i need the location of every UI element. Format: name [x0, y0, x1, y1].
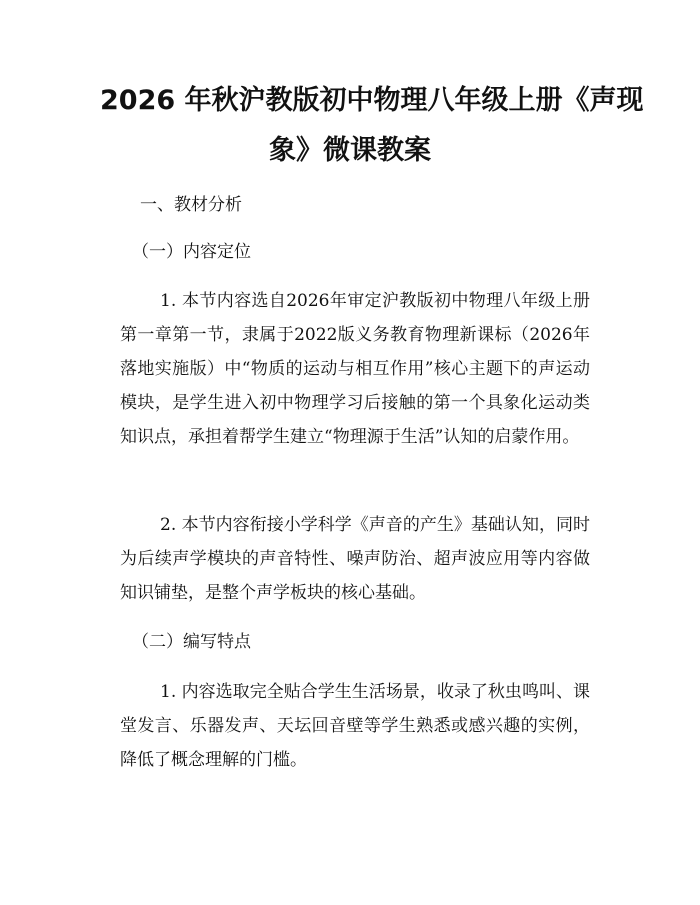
subsection-heading-writing-features: （二）编写特点 — [132, 632, 251, 652]
paragraph-writing-feature-1: 1. 内容选取完全贴合学生生活场景，收录了秋虫鸣叫、课堂发言、乐器发声、天坛回音壁等学生熟悉或感兴趣的实例，降低了概念理解的门槛。 — [120, 682, 590, 770]
paragraph-content-connection: 2. 本节内容衔接小学科学《声音的产生》基础认知，同时为后续声学模块的声音特性、噪声防治、超声波应用等内容做知识铺垫，是整个声学板块的核心基础。 — [120, 515, 590, 603]
section-heading-material-analysis: 一、教材分析 — [140, 195, 242, 215]
document-title-line-2: 象》微课教案 — [269, 135, 431, 166]
subsection-heading-content-positioning: （一）内容定位 — [132, 242, 251, 262]
paragraph-content-source: 1. 本节内容选自2026年审定沪教版初中物理八年级上册第一章第一节，隶属于2022版义务教育物理新课标（2026年落地实施版）中“物质的运动与相互作用”核心主题下的声运动模块，是学生进入初中物理学习后接触的第一个具象化运动类知识点，承担着帮学生建立“物理源于生活”认知的启蒙作用。 — [120, 291, 590, 447]
document-title-line-1: 2026 年秋沪教版初中物理八年级上册《声现 — [100, 85, 644, 116]
